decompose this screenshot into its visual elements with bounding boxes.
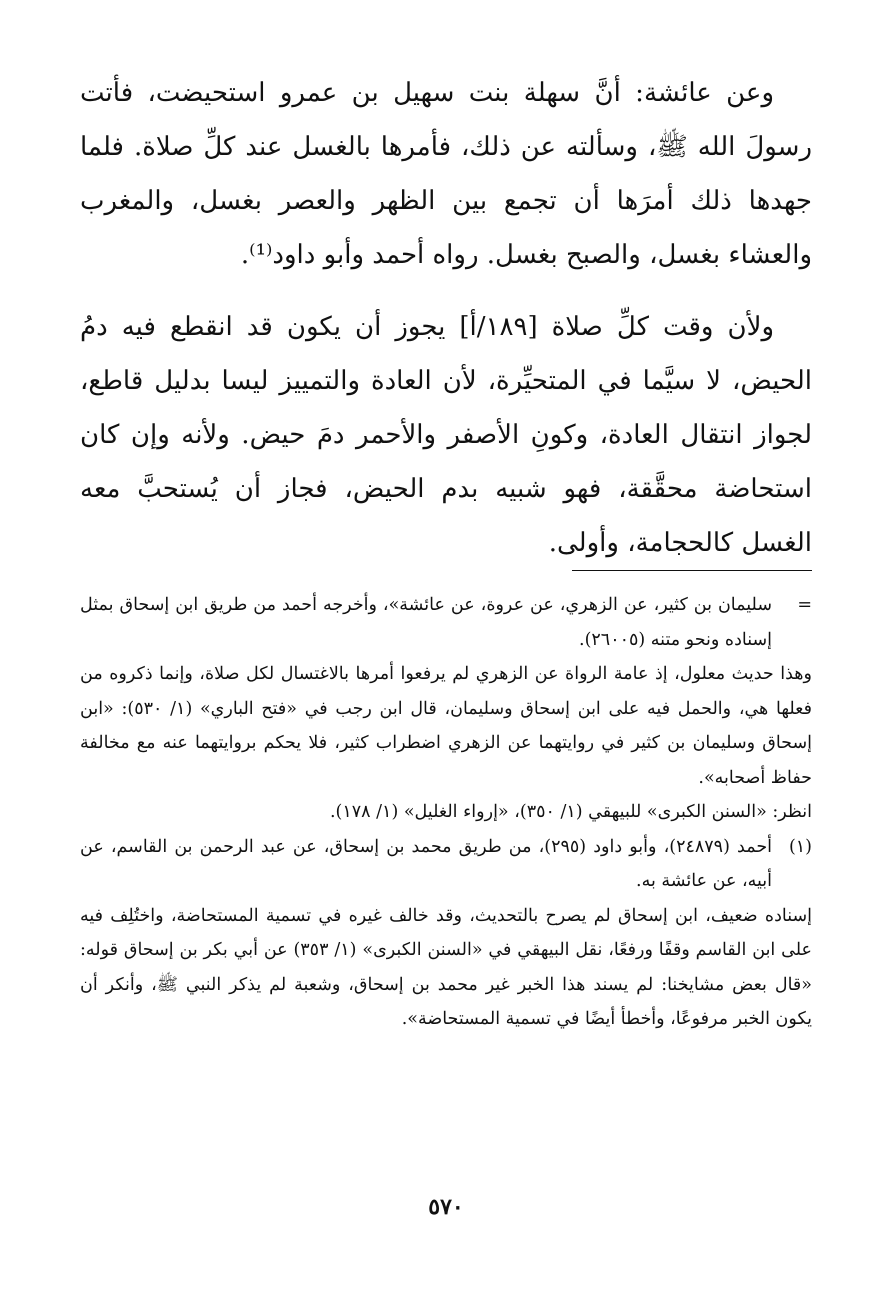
footnote-paragraph-3: إسناده ضعيف، ابن إسحاق لم يصرح بالتحديث، وقد خالف غيره في تسمية المستحاضة، واختُلِف فيه على ابن القاسم وقفًا ورفعًا، نقل البيهقي في «السنن الكبرى» (١/ ٣٥٣) عن أبي بكر بن إسحاق قوله: «قال بعض مشايخنا: لم يسند هذا الخبر غير محمد بن إسحاق، وشعبة لم يذكر النبي ﷺ، وأنكر أن يكون الخبر مرفوعًا، وأخطأ أيضًا في تسمية المستحاضة». (80, 905, 812, 1029)
footnote-continuation (80, 588, 812, 657)
main-paragraph-1: وعن عائشة: أنَّ سهلة بنت سهيل بن عمرو استحيضت، فأتت رسولَ الله ﷺ، وسألته عن ذلك، فأمرها بالغسل عند كلِّ صلاة. فلما جهدها ذلك أمرَها أن تجمع بين الظهر والعصر بغسل، والمغرب والعشاء بغسل، والصبح بغسل. رواه أحمد وأبو داود⁽¹⁾. (80, 78, 812, 270)
footnote-1 (80, 830, 812, 899)
footnote-separator (572, 570, 812, 571)
page-number: ٥٧٠ (428, 1194, 464, 1220)
footnotes (80, 588, 812, 1037)
footnote-paragraph-2: انظر: «السنن الكبرى» للبيهقي (١/ ٣٥٠)، «إرواء الغليل» (١/ ١٧٨). (329, 802, 812, 822)
footnote-1-marker: (١) (788, 836, 812, 857)
main-paragraph-2: ولأن وقت كلِّ صلاة [١٨٩/أ] يجوز أن يكون قد انقطع فيه دمُ الحيض، لا سيَّما في المتحيِّرة، لأن العادة والتمييز ليسا بدليل قاطع، لجواز انتقال العادة، وكونِ الأصفر والأحمر دمَ حيض. ولأنه وإن كان استحاضة محقَّقة، فهو شبيه بدم الحيض، فجاز أن يُستحبَّ معه الغسل كالحجامة، وأولى. (80, 312, 812, 558)
document-page (80, 0, 812, 1290)
main-text (80, 66, 812, 588)
continuation-text: سليمان بن كثير، عن الزهري، عن عروة، عن عائشة»، وأخرجه أحمد من طريق ابن إسحاق بمثل إسناده ونحو متنه (٢٦٠٠٥). (80, 595, 772, 650)
continuation-marker: = (797, 595, 812, 615)
footnote-1-text: أحمد (٢٤٨٧٩)، وأبو داود (٢٩٥)، من طريق محمد بن إسحاق، عن عبد الرحمن بن القاسم، عن أبيه، عن عائشة به. (80, 836, 773, 891)
footnote-paragraph-1: وهذا حديث معلول، إذ عامة الرواة عن الزهري لم يرفعوا أمرها بالاغتسال لكل صلاة، وإنما ذكروه من فعلها هي، والحمل فيه على ابن إسحاق وسليمان، قال ابن رجب في «فتح الباري» (١/ ٥٣٠): «ابن إسحاق وسليمان بن كثير في روايتهما عن الزهري اضطراب كثير، فلا يحكم بروايتهما عنه مع مخالفة حفاظ أصحابه». (80, 664, 812, 788)
